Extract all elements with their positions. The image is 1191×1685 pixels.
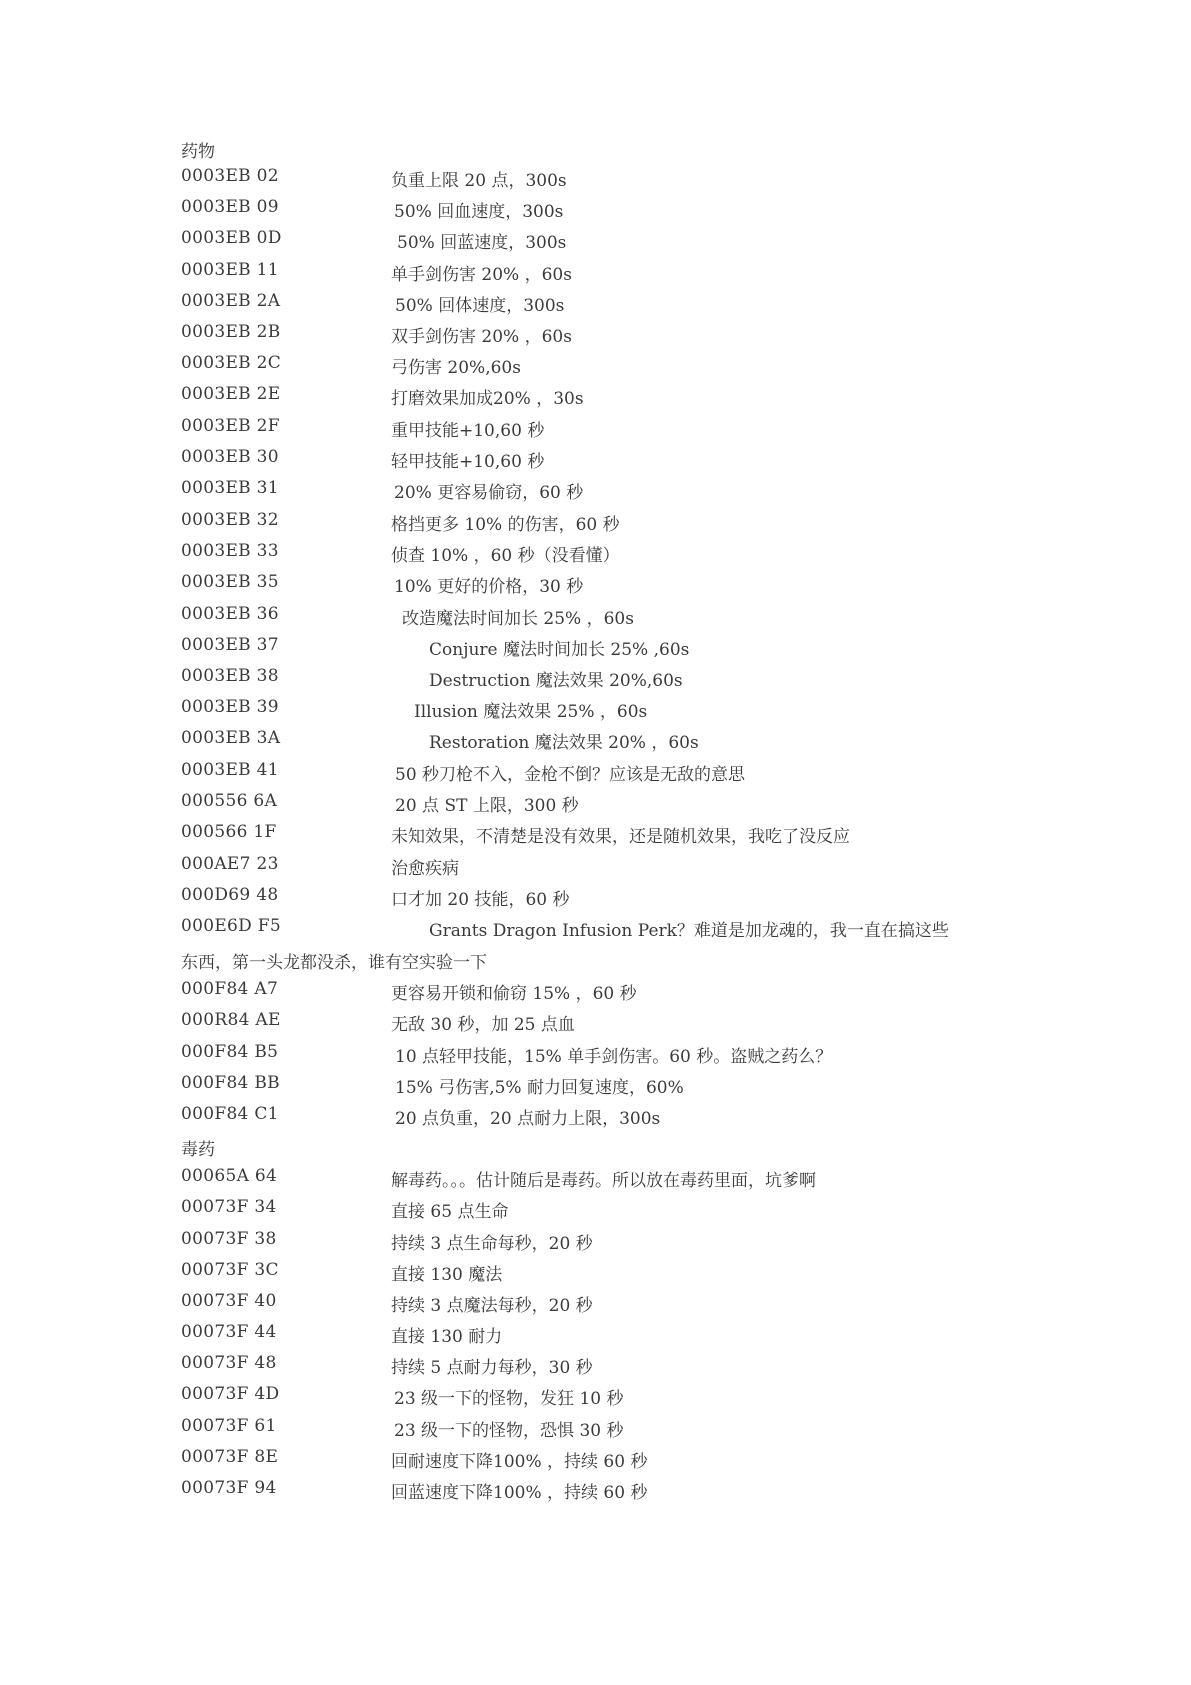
item-description: 重甲技能+10,60 秒 — [391, 421, 545, 441]
list-item — [0, 1197, 1191, 1228]
item-code: 0003EB 39 — [181, 697, 279, 717]
item-description: 治愈疾病 — [391, 859, 459, 879]
item-code: 0003EB 30 — [181, 447, 279, 467]
item-code: 00065A 64 — [181, 1166, 278, 1186]
item-code: 000F84 B5 — [181, 1042, 279, 1062]
list-item-continuation — [0, 948, 1191, 979]
list-item — [0, 541, 1191, 572]
item-code: 0003EB 37 — [181, 635, 279, 655]
item-description: 负重上限 20 点，300s — [391, 171, 567, 191]
item-description: 弓伤害 20%,60s — [391, 358, 521, 378]
section-title-poison: 毒药 — [181, 1140, 215, 1160]
list-item — [0, 1291, 1191, 1322]
list-item — [0, 1010, 1191, 1041]
item-code: 00073F 48 — [181, 1353, 277, 1373]
item-description: 双手剑伤害 20% ，60s — [391, 327, 572, 347]
item-code: 00073F 3C — [181, 1260, 279, 1280]
item-code: 0003EB 11 — [181, 260, 279, 280]
item-description: 50% 回体速度，300s — [395, 296, 565, 316]
list-item — [0, 572, 1191, 603]
list-item — [0, 979, 1191, 1010]
item-description: 格挡更多 10% 的伤害，60 秒 — [391, 515, 620, 535]
item-code: 000E6D F5 — [181, 916, 282, 936]
item-code: 00073F 61 — [181, 1416, 277, 1436]
list-item — [0, 1416, 1191, 1447]
item-code: 00073F 40 — [181, 1291, 277, 1311]
item-description: Illusion 魔法效果 25% ，60s — [414, 702, 648, 722]
item-description: 50 秒刀枪不入，金枪不倒？应该是无敌的意思 — [395, 765, 746, 785]
item-description: 20 点负重，20 点耐力上限，300s — [395, 1109, 661, 1129]
item-code: 00073F 4D — [181, 1384, 280, 1404]
item-code: 0003EB 2A — [181, 291, 281, 311]
list-item — [0, 822, 1191, 853]
item-code: 0003EB 33 — [181, 541, 279, 561]
list-item — [0, 1073, 1191, 1104]
item-description: 直接 130 魔法 — [391, 1265, 503, 1285]
item-code: 00073F 8E — [181, 1447, 279, 1467]
item-code: 0003EB 3A — [181, 728, 281, 748]
item-description: 单手剑伤害 20% ，60s — [391, 265, 572, 285]
item-code: 00073F 38 — [181, 1229, 277, 1249]
item-description: 持续 5 点耐力每秒，30 秒 — [391, 1358, 593, 1378]
item-description: Grants Dragon Infusion Perk？难道是加龙魂的，我一直在搞这些 — [429, 921, 949, 941]
item-description: 10 点轻甲技能，15% 单手剑伤害。60 秒。盗贼之药么？ — [395, 1047, 833, 1067]
item-code: 00073F 44 — [181, 1322, 277, 1342]
list-item — [0, 197, 1191, 228]
item-description: 侦查 10% ，60 秒（没看懂） — [391, 546, 620, 566]
item-code: 0003EB 31 — [181, 478, 279, 498]
item-code: 0003EB 0D — [181, 228, 282, 248]
item-description: 直接 65 点生命 — [391, 1202, 509, 1222]
list-item — [0, 697, 1191, 728]
item-description: 更容易开锁和偷窃 15% ，60 秒 — [391, 984, 637, 1004]
list-item — [0, 1478, 1191, 1509]
item-description: 23 级一下的怪物，恐惧 30 秒 — [394, 1421, 624, 1441]
list-item — [0, 1447, 1191, 1478]
list-item — [0, 322, 1191, 353]
list-item — [0, 1042, 1191, 1073]
item-description: 未知效果，不清楚是没有效果，还是随机效果，我吃了没反应 — [391, 827, 850, 847]
item-description: 口才加 20 技能，60 秒 — [391, 890, 570, 910]
list-item — [0, 1384, 1191, 1415]
item-description: Conjure 魔法时间加长 25% ,60s — [429, 640, 690, 660]
item-code: 0003EB 2F — [181, 416, 280, 436]
item-code: 0003EB 35 — [181, 572, 279, 592]
item-description: 打磨效果加成20% ，30s — [391, 389, 584, 409]
list-item — [0, 1166, 1191, 1197]
list-item — [0, 916, 1191, 947]
item-code: 00073F 94 — [181, 1478, 277, 1498]
item-description: 23 级一下的怪物，发狂 10 秒 — [394, 1389, 624, 1409]
item-description: 解毒药。。。估计随后是毒药。所以放在毒药里面，坑爹啊 — [391, 1171, 816, 1191]
item-code: 000F84 C1 — [181, 1104, 279, 1124]
item-code: 0003EB 2B — [181, 322, 281, 342]
item-description: Restoration 魔法效果 20% ，60s — [429, 733, 699, 753]
list-item — [0, 228, 1191, 259]
list-item — [0, 1229, 1191, 1260]
list-item — [0, 885, 1191, 916]
item-description: 回耐速度下降100% ，持续 60 秒 — [391, 1452, 648, 1472]
item-description: 20 点 ST 上限，300 秒 — [395, 796, 579, 816]
item-code: 0003EB 2E — [181, 384, 281, 404]
list-item — [0, 260, 1191, 291]
item-code: 0003EB 36 — [181, 604, 279, 624]
item-description: 无敌 30 秒，加 25 点血 — [391, 1015, 575, 1035]
item-code: 0003EB 38 — [181, 666, 279, 686]
list-item — [0, 791, 1191, 822]
list-item — [0, 447, 1191, 478]
item-description: 回蓝速度下降100% ，持续 60 秒 — [391, 1483, 648, 1503]
item-code: 000566 1F — [181, 822, 277, 842]
item-description: 直接 130 耐力 — [391, 1327, 503, 1347]
list-item — [0, 1104, 1191, 1135]
list-item — [0, 510, 1191, 541]
item-description: 15% 弓伤害,5% 耐力回复速度，60% — [395, 1078, 684, 1098]
section-title-medicine: 药物 — [181, 142, 215, 162]
item-code: 0003EB 2C — [181, 353, 282, 373]
list-item — [0, 416, 1191, 447]
list-item — [0, 291, 1191, 322]
list-item — [0, 728, 1191, 759]
item-code: 0003EB 09 — [181, 197, 279, 217]
list-item — [0, 478, 1191, 509]
item-code: 000F84 BB — [181, 1073, 280, 1093]
item-code: 000556 6A — [181, 791, 278, 811]
list-item — [0, 384, 1191, 415]
list-item — [0, 635, 1191, 666]
item-description: Destruction 魔法效果 20%,60s — [429, 671, 683, 691]
item-code: 000D69 48 — [181, 885, 279, 905]
list-item — [0, 666, 1191, 697]
item-code: 000R84 AE — [181, 1010, 281, 1030]
item-description-continued: 东西，第一头龙都没杀，谁有空实验一下 — [181, 953, 487, 973]
item-description: 改造魔法时间加长 25% ，60s — [402, 609, 634, 629]
list-item — [0, 604, 1191, 635]
item-code: 000AE7 23 — [181, 854, 279, 874]
item-code: 0003EB 32 — [181, 510, 279, 530]
list-item — [0, 760, 1191, 791]
item-description: 20% 更容易偷窃，60 秒 — [394, 483, 584, 503]
list-item — [0, 1260, 1191, 1291]
list-item — [0, 1322, 1191, 1353]
item-description: 50% 回蓝速度，300s — [397, 233, 567, 253]
item-description: 轻甲技能+10,60 秒 — [391, 452, 545, 472]
item-code: 000F84 A7 — [181, 979, 279, 999]
item-code: 00073F 34 — [181, 1197, 277, 1217]
list-item — [0, 353, 1191, 384]
item-code: 0003EB 02 — [181, 166, 279, 186]
item-description: 持续 3 点魔法每秒，20 秒 — [391, 1296, 593, 1316]
list-item — [0, 166, 1191, 197]
item-description: 50% 回血速度，300s — [394, 202, 564, 222]
list-item — [0, 1353, 1191, 1384]
item-description: 10% 更好的价格，30 秒 — [394, 577, 584, 597]
item-description: 持续 3 点生命每秒，20 秒 — [391, 1234, 593, 1254]
item-code: 0003EB 41 — [181, 760, 279, 780]
list-item — [0, 854, 1191, 885]
